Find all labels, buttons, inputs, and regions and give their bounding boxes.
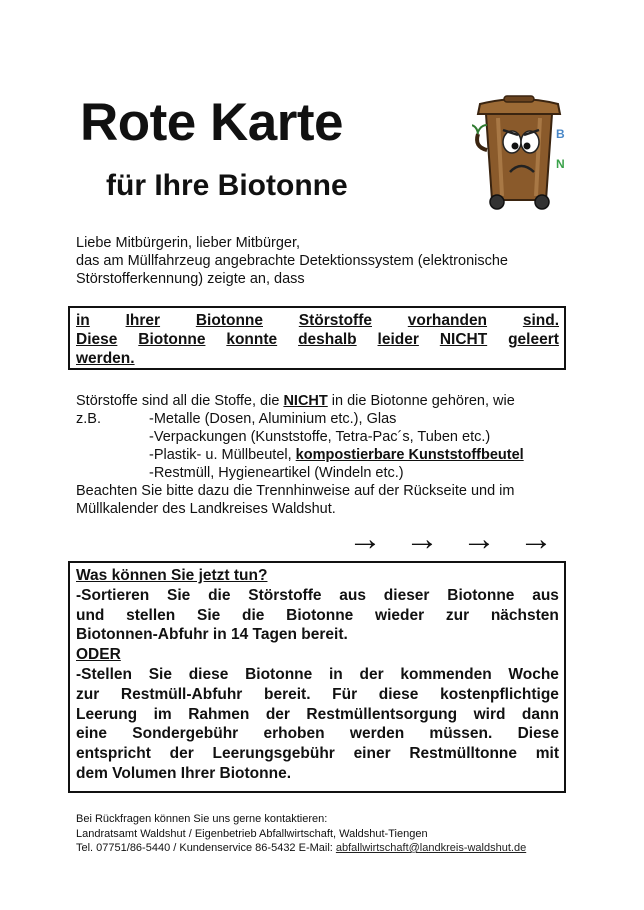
- info-lead: Störstoffe sind all die Stoffe, die NICHT in die Biotonne gehören, wie: [76, 393, 515, 409]
- logo-letter-n: N: [556, 157, 565, 171]
- footer-line: Bei Rückfragen können Sie uns gerne kontaktieren:: [76, 813, 328, 825]
- arrow-right-icon: →: [462, 520, 496, 558]
- action-line: entspricht der Leerungsgebühr einer Restmülltonne mit: [76, 745, 559, 763]
- action-line: und stellen Sie die Biotonne wieder zur nächsten: [76, 606, 559, 624]
- info-item-plastic: -Plastik- u. Müllbeutel, kompostierbare Kunststoffbeutel: [149, 447, 524, 463]
- footer-line: Landratsamt Waldshut / Eigenbetrieb Abfallwirtschaft, Waldshut-Tiengen: [76, 827, 428, 840]
- intro-text: [76, 234, 566, 288]
- info-note: Beachten Sie bitte dazu die Trennhinweise auf der Rückseite und im: [76, 483, 515, 499]
- action-line: dem Volumen Ihrer Biotonne.: [76, 764, 292, 782]
- info-item-packaging: -Verpackungen (Kunststoffe, Tetra-Pac´s, Tuben etc.): [149, 429, 491, 445]
- info-note: Müllkalender des Landkreises Waldshut.: [76, 501, 336, 517]
- alert-line-3: werden.: [76, 350, 135, 367]
- email-link[interactable]: abfallwirtschaft@landkreis-waldshut.de: [335, 842, 527, 854]
- action-line: zur Restmüll-Abfuhr bereit. Für diese kostenpflichtige: [76, 685, 559, 703]
- sad-biobin-mascot-icon: [472, 92, 567, 212]
- info-item-metals: z.B. -Metalle (Dosen, Aluminium etc.), Glas: [76, 411, 397, 427]
- arrow-right-icon: →: [348, 520, 382, 558]
- arrow-row: [348, 522, 553, 556]
- action-line: Leerung im Rahmen der Restmüllentsorgung wird dann: [76, 705, 559, 723]
- action-heading: Was können Sie jetzt tun?: [76, 567, 268, 584]
- action-oder: ODER: [76, 646, 121, 664]
- arrow-right-icon: →: [405, 520, 439, 558]
- action-line: eine Sondergebühr erhoben werden müssen. Diese: [76, 725, 559, 743]
- contact-footer: [76, 812, 526, 856]
- alert-box: [68, 306, 566, 370]
- alert-line-1: in Ihrer Biotonne Störstoffe vorhanden sind.: [76, 312, 559, 329]
- action-line: -Stellen Sie diese Biotonne in der kommenden Woche: [76, 665, 559, 683]
- action-line: Biotonnen-Abfuhr in 14 Tagen bereit.: [76, 626, 348, 644]
- footer-line: Tel. 07751/86-5440 / Kundenservice 86-5432 E-Mail: abfallwirtschaft@landkreis-waldshut.de: [76, 842, 527, 854]
- alert-line-2: Diese Biotonne konnte deshalb leider NICHT geleert: [76, 331, 559, 348]
- info-item-residual: -Restmüll, Hygieneartikel (Windeln etc.): [149, 465, 404, 481]
- intro-line: das am Müllfahrzeug angebrachte Detektionssystem (elektronische: [76, 253, 508, 269]
- intro-line: Störstofferkennung) zeigte an, dass: [76, 271, 305, 287]
- action-box: [68, 561, 566, 793]
- contaminants-info: [76, 392, 564, 518]
- page-title: Rote Karte: [80, 93, 344, 152]
- intro-line: Liebe Mitbürgerin, lieber Mitbürger,: [76, 235, 301, 251]
- arrow-right-icon: →: [519, 520, 553, 558]
- page-subtitle: für Ihre Biotonne: [106, 169, 348, 202]
- logo-letter-b: B: [556, 127, 565, 141]
- action-line: -Sortieren Sie die Störstoffe aus dieser Biotonne aus: [76, 586, 559, 604]
